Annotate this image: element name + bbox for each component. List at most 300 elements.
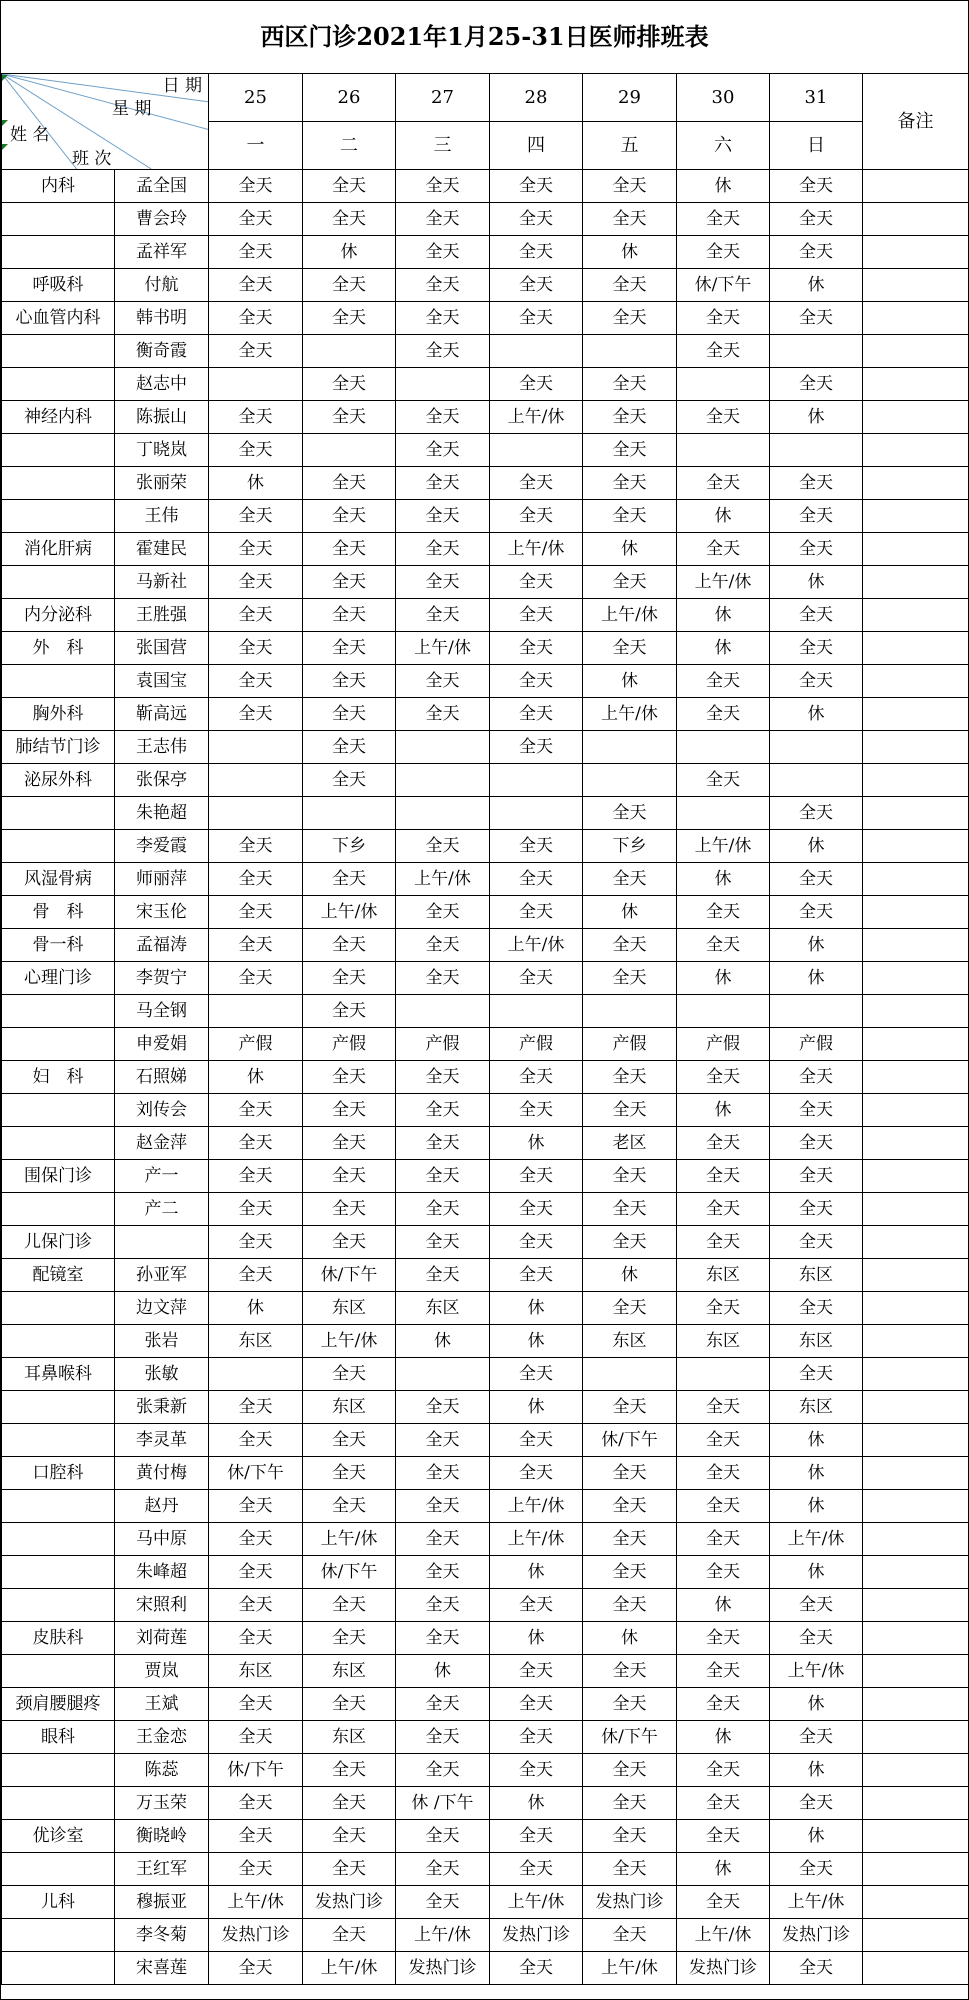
shift-cell: 全天	[770, 1358, 863, 1391]
remark-cell	[863, 1655, 969, 1688]
remark-cell	[863, 236, 969, 269]
shift-cell: 全天	[303, 203, 396, 236]
department-cell: 优诊室	[2, 1820, 115, 1853]
shift-cell	[677, 797, 770, 830]
remark-cell	[863, 929, 969, 962]
shift-cell: 全天	[303, 1226, 396, 1259]
remark-cell	[863, 797, 969, 830]
shift-cell: 全天	[303, 1160, 396, 1193]
shift-cell: 休	[209, 1292, 303, 1325]
table-row	[2, 863, 969, 896]
shift-cell: 全天	[583, 1556, 677, 1589]
shift-cell: 全天	[303, 995, 396, 1028]
shift-cell: 全天	[490, 863, 583, 896]
shift-cell: 全天	[490, 632, 583, 665]
shift-cell: 全天	[396, 1424, 490, 1457]
doctor-name-cell: 李灵革	[115, 1424, 209, 1457]
shift-cell: 休	[770, 962, 863, 995]
shift-cell: 全天	[583, 1160, 677, 1193]
shift-cell: 全天	[490, 1061, 583, 1094]
shift-cell: 全天	[770, 1952, 863, 1985]
shift-cell: 全天	[770, 170, 863, 203]
department-cell: 口腔科	[2, 1457, 115, 1490]
shift-cell: 发热门诊	[303, 1886, 396, 1919]
shift-cell: 上午/休	[303, 1325, 396, 1358]
shift-cell: 全天	[209, 929, 303, 962]
shift-cell: 全天	[303, 1919, 396, 1952]
shift-cell: 东区	[303, 1721, 396, 1754]
table-row	[2, 1523, 969, 1556]
shift-cell: 全天	[209, 1391, 303, 1424]
table-row	[2, 269, 969, 302]
shift-cell: 全天	[583, 1391, 677, 1424]
shift-cell: 全天	[396, 830, 490, 863]
doctor-name-cell	[115, 1226, 209, 1259]
remark-cell	[863, 1259, 969, 1292]
table-row	[2, 1886, 969, 1919]
shift-cell	[677, 434, 770, 467]
shift-cell	[770, 335, 863, 368]
table-row	[2, 467, 969, 500]
shift-cell: 全天	[396, 1622, 490, 1655]
shift-cell: 全天	[303, 1127, 396, 1160]
shift-cell: 全天	[583, 368, 677, 401]
shift-cell: 全天	[303, 368, 396, 401]
shift-cell: 全天	[396, 500, 490, 533]
doctor-name-cell: 宋喜莲	[115, 1952, 209, 1985]
shift-cell: 全天	[677, 533, 770, 566]
remark-cell	[863, 1028, 969, 1061]
shift-cell	[583, 764, 677, 797]
shift-cell: 全天	[209, 170, 303, 203]
shift-cell: 全天	[209, 1589, 303, 1622]
shift-cell: 休	[770, 1457, 863, 1490]
department-cell: 消化肝病	[2, 533, 115, 566]
department-cell: 眼科	[2, 1721, 115, 1754]
doctor-name-cell: 孟福涛	[115, 929, 209, 962]
shift-cell: 全天	[396, 467, 490, 500]
shift-cell: 全天	[583, 1226, 677, 1259]
shift-cell	[396, 368, 490, 401]
shift-cell: 全天	[209, 500, 303, 533]
shift-cell: 全天	[770, 302, 863, 335]
shift-cell: 产假	[396, 1028, 490, 1061]
shift-cell: 全天	[490, 1820, 583, 1853]
department-cell	[2, 1127, 115, 1160]
shift-cell: 全天	[303, 269, 396, 302]
department-cell: 胸外科	[2, 698, 115, 731]
department-cell	[2, 1028, 115, 1061]
shift-cell: 休	[677, 1589, 770, 1622]
shift-cell: 全天	[396, 1160, 490, 1193]
shift-cell: 全天	[303, 500, 396, 533]
shift-cell: 全天	[303, 731, 396, 764]
shift-cell: 全天	[490, 599, 583, 632]
table-row	[2, 1688, 969, 1721]
shift-cell: 东区	[209, 1655, 303, 1688]
shift-cell: 全天	[209, 1688, 303, 1721]
table-row	[2, 533, 969, 566]
shift-cell: 全天	[396, 1490, 490, 1523]
shift-cell: 全天	[396, 1259, 490, 1292]
department-cell	[2, 1325, 115, 1358]
shift-cell: 全天	[677, 764, 770, 797]
remark-cell	[863, 1952, 969, 1985]
shift-cell: 产假	[583, 1028, 677, 1061]
shift-cell: 全天	[396, 236, 490, 269]
table-row	[2, 170, 969, 203]
shift-cell: 全天	[209, 1853, 303, 1886]
shift-cell: 全天	[396, 1226, 490, 1259]
remark-cell	[863, 401, 969, 434]
shift-cell: 全天	[396, 1193, 490, 1226]
table-row	[2, 1721, 969, 1754]
shift-cell: 全天	[396, 1127, 490, 1160]
shift-cell: 全天	[396, 1820, 490, 1853]
shift-cell: 休	[677, 962, 770, 995]
table-row	[2, 1259, 969, 1292]
shift-cell: 全天	[209, 1556, 303, 1589]
department-cell: 泌尿外科	[2, 764, 115, 797]
shift-cell	[396, 731, 490, 764]
shift-cell: 全天	[396, 896, 490, 929]
shift-cell: 上午/休	[209, 1886, 303, 1919]
shift-cell: 上午/休	[490, 929, 583, 962]
doctor-name-cell: 衡晓岭	[115, 1820, 209, 1853]
corner-marker-icon	[2, 75, 8, 81]
table-row	[2, 1556, 969, 1589]
shift-cell: 休	[677, 1094, 770, 1127]
department-cell: 外 科	[2, 632, 115, 665]
doctor-name-cell: 张国营	[115, 632, 209, 665]
doctor-name-cell: 衡奇霞	[115, 335, 209, 368]
table-row	[2, 896, 969, 929]
shift-cell: 上午/休	[396, 632, 490, 665]
remark-cell	[863, 1127, 969, 1160]
shift-cell: 发热门诊	[490, 1919, 583, 1952]
shift-cell: 全天	[770, 797, 863, 830]
department-cell	[2, 236, 115, 269]
weekday-cell: 一	[209, 122, 303, 170]
shift-cell: 全天	[677, 302, 770, 335]
doctor-name-cell: 刘荷莲	[115, 1622, 209, 1655]
shift-cell: 全天	[303, 170, 396, 203]
shift-cell: 全天	[677, 1292, 770, 1325]
doctor-name-cell: 李爱霞	[115, 830, 209, 863]
shift-cell: 全天	[677, 1457, 770, 1490]
shift-cell: 全天	[303, 1061, 396, 1094]
shift-cell: 全天	[209, 896, 303, 929]
shift-cell: 全天	[209, 1721, 303, 1754]
department-cell: 围保门诊	[2, 1160, 115, 1193]
shift-cell: 全天	[490, 731, 583, 764]
shift-cell: 休	[490, 1787, 583, 1820]
shift-cell: 上午/休	[303, 1523, 396, 1556]
shift-cell: 休	[396, 1655, 490, 1688]
table-row	[2, 797, 969, 830]
remark-cell	[863, 1589, 969, 1622]
doctor-name-cell: 师丽萍	[115, 863, 209, 896]
shift-cell: 全天	[677, 698, 770, 731]
shift-cell: 全天	[583, 1589, 677, 1622]
date-cell: 30	[677, 74, 770, 122]
department-cell: 配镜室	[2, 1259, 115, 1292]
remark-cell	[863, 1853, 969, 1886]
shift-cell	[209, 1358, 303, 1391]
shift-cell: 东区	[303, 1391, 396, 1424]
table-row	[2, 236, 969, 269]
corner-label-week: 星 期	[112, 99, 152, 119]
shift-cell: 全天	[490, 170, 583, 203]
shift-cell: 全天	[770, 236, 863, 269]
table-row	[2, 1457, 969, 1490]
page-title: 西区门诊2021年1月25-31日医师排班表	[1, 1, 968, 74]
doctor-name-cell: 李贺宁	[115, 962, 209, 995]
department-cell: 骨 科	[2, 896, 115, 929]
shift-cell: 休	[770, 1754, 863, 1787]
shift-cell: 上午/休	[583, 1952, 677, 1985]
table-row	[2, 1391, 969, 1424]
shift-cell: 全天	[583, 302, 677, 335]
shift-cell: 全天	[303, 1820, 396, 1853]
shift-cell: 全天	[490, 269, 583, 302]
remark-cell	[863, 1721, 969, 1754]
shift-cell: 全天	[396, 929, 490, 962]
remark-cell	[863, 467, 969, 500]
table-row	[2, 1622, 969, 1655]
table-row	[2, 1490, 969, 1523]
shift-cell: 全天	[770, 1160, 863, 1193]
table-row	[2, 434, 969, 467]
shift-cell: 休	[770, 401, 863, 434]
department-cell	[2, 830, 115, 863]
shift-cell: 全天	[583, 962, 677, 995]
doctor-name-cell: 申爱娟	[115, 1028, 209, 1061]
remark-cell	[863, 1457, 969, 1490]
shift-cell: 上午/休	[490, 401, 583, 434]
remark-cell	[863, 1292, 969, 1325]
doctor-name-cell: 曹会玲	[115, 203, 209, 236]
shift-cell: 东区	[770, 1325, 863, 1358]
table-row	[2, 1358, 969, 1391]
shift-cell: 全天	[677, 335, 770, 368]
shift-cell	[396, 764, 490, 797]
table-row	[2, 1754, 969, 1787]
shift-cell: 全天	[303, 1688, 396, 1721]
remark-cell	[863, 269, 969, 302]
shift-cell: 全天	[396, 1754, 490, 1787]
corner-label-name: 姓 名	[10, 125, 50, 145]
shift-cell: 产假	[209, 1028, 303, 1061]
shift-cell: 全天	[677, 1820, 770, 1853]
doctor-name-cell: 陈振山	[115, 401, 209, 434]
shift-cell: 全天	[303, 566, 396, 599]
shift-cell: 休	[677, 170, 770, 203]
shift-cell	[583, 335, 677, 368]
shift-cell: 全天	[770, 1061, 863, 1094]
shift-cell: 全天	[396, 1391, 490, 1424]
shift-cell: 全天	[490, 1754, 583, 1787]
shift-cell	[396, 1358, 490, 1391]
shift-cell: 上午/休	[396, 863, 490, 896]
shift-cell	[209, 368, 303, 401]
shift-cell: 休 /下午	[396, 1787, 490, 1820]
shift-cell: 全天	[396, 1556, 490, 1589]
doctor-name-cell: 陈蕊	[115, 1754, 209, 1787]
shift-cell: 休	[770, 698, 863, 731]
shift-cell: 全天	[209, 236, 303, 269]
shift-cell: 上午/休	[677, 566, 770, 599]
department-cell	[2, 1754, 115, 1787]
department-cell	[2, 1919, 115, 1952]
shift-cell: 全天	[583, 1853, 677, 1886]
shift-cell: 休	[209, 467, 303, 500]
shift-cell	[677, 995, 770, 1028]
remark-header: 备注	[863, 74, 969, 170]
shift-cell	[209, 731, 303, 764]
weekday-cell: 六	[677, 122, 770, 170]
shift-cell: 发热门诊	[209, 1919, 303, 1952]
shift-cell: 全天	[396, 962, 490, 995]
shift-cell: 全天	[303, 1853, 396, 1886]
doctor-name-cell: 赵志中	[115, 368, 209, 401]
shift-cell: 全天	[583, 1193, 677, 1226]
shift-cell: 全天	[770, 1853, 863, 1886]
shift-cell: 全天	[583, 1655, 677, 1688]
shift-cell	[490, 335, 583, 368]
shift-cell: 上午/休	[677, 1919, 770, 1952]
shift-cell	[770, 731, 863, 764]
shift-cell: 全天	[396, 1589, 490, 1622]
shift-cell: 全天	[209, 632, 303, 665]
shift-cell	[396, 797, 490, 830]
remark-cell	[863, 731, 969, 764]
shift-cell: 全天	[677, 1160, 770, 1193]
shift-cell: 休	[677, 1721, 770, 1754]
table-row	[2, 1160, 969, 1193]
shift-cell: 休	[583, 1622, 677, 1655]
remark-cell	[863, 896, 969, 929]
doctor-name-cell: 赵金萍	[115, 1127, 209, 1160]
shift-cell: 全天	[490, 896, 583, 929]
shift-cell: 全天	[490, 500, 583, 533]
shift-cell: 全天	[396, 269, 490, 302]
shift-cell: 全天	[303, 1589, 396, 1622]
date-cell: 29	[583, 74, 677, 122]
shift-cell: 全天	[770, 665, 863, 698]
shift-cell: 全天	[583, 1457, 677, 1490]
remark-cell	[863, 1061, 969, 1094]
shift-cell: 全天	[770, 500, 863, 533]
date-cell: 28	[490, 74, 583, 122]
shift-cell: 全天	[396, 1061, 490, 1094]
table-row	[2, 1226, 969, 1259]
shift-cell: 全天	[583, 500, 677, 533]
doctor-name-cell: 丁晓岚	[115, 434, 209, 467]
shift-cell: 上午/休	[303, 1952, 396, 1985]
shift-cell: 全天	[677, 1061, 770, 1094]
shift-cell: 全天	[770, 1622, 863, 1655]
shift-cell: 休	[677, 1853, 770, 1886]
shift-cell: 休/下午	[303, 1556, 396, 1589]
table-row	[2, 1292, 969, 1325]
shift-cell: 全天	[209, 1787, 303, 1820]
doctor-name-cell: 王红军	[115, 1853, 209, 1886]
shift-cell: 全天	[396, 1457, 490, 1490]
shift-cell: 全天	[209, 1160, 303, 1193]
remark-cell	[863, 764, 969, 797]
shift-cell: 上午/休	[490, 1886, 583, 1919]
table-row	[2, 698, 969, 731]
department-cell	[2, 500, 115, 533]
shift-cell	[583, 1358, 677, 1391]
shift-cell: 全天	[209, 1094, 303, 1127]
shift-cell: 全天	[770, 467, 863, 500]
shift-cell: 全天	[209, 434, 303, 467]
shift-cell: 全天	[303, 929, 396, 962]
shift-cell: 全天	[396, 302, 490, 335]
remark-cell	[863, 962, 969, 995]
table-row	[2, 302, 969, 335]
shift-cell: 休/下午	[209, 1754, 303, 1787]
remark-cell	[863, 368, 969, 401]
shift-cell: 全天	[770, 203, 863, 236]
department-cell: 骨一科	[2, 929, 115, 962]
shift-cell: 休	[583, 533, 677, 566]
remark-cell	[863, 599, 969, 632]
shift-cell: 休	[303, 236, 396, 269]
shift-cell: 发热门诊	[583, 1886, 677, 1919]
shift-cell: 东区	[677, 1259, 770, 1292]
remark-cell	[863, 500, 969, 533]
table-row	[2, 731, 969, 764]
shift-cell: 全天	[209, 830, 303, 863]
shift-cell	[490, 764, 583, 797]
remark-cell	[863, 1490, 969, 1523]
shift-cell: 全天	[677, 1556, 770, 1589]
header-corner-cell	[2, 74, 209, 170]
remark-cell	[863, 170, 969, 203]
shift-cell: 全天	[490, 830, 583, 863]
shift-cell: 休	[396, 1325, 490, 1358]
shift-cell: 全天	[490, 467, 583, 500]
shift-cell: 全天	[209, 1820, 303, 1853]
doctor-name-cell: 王伟	[115, 500, 209, 533]
shift-cell: 全天	[303, 401, 396, 434]
shift-cell: 全天	[677, 1622, 770, 1655]
shift-cell: 休	[770, 830, 863, 863]
shift-cell: 上午/休	[677, 830, 770, 863]
shift-cell: 休	[490, 1292, 583, 1325]
doctor-name-cell: 王志伟	[115, 731, 209, 764]
department-cell: 呼吸科	[2, 269, 115, 302]
header-row-dates	[2, 74, 969, 122]
shift-cell: 全天	[677, 929, 770, 962]
shift-cell: 全天	[583, 566, 677, 599]
shift-cell: 发热门诊	[677, 1952, 770, 1985]
shift-cell: 全天	[677, 1226, 770, 1259]
shift-cell	[677, 731, 770, 764]
shift-cell: 全天	[677, 1754, 770, 1787]
doctor-name-cell: 张岩	[115, 1325, 209, 1358]
shift-cell: 全天	[209, 1424, 303, 1457]
table-row	[2, 632, 969, 665]
department-cell	[2, 335, 115, 368]
department-cell	[2, 1292, 115, 1325]
remark-cell	[863, 1358, 969, 1391]
remark-cell	[863, 665, 969, 698]
doctor-name-cell: 韩书明	[115, 302, 209, 335]
